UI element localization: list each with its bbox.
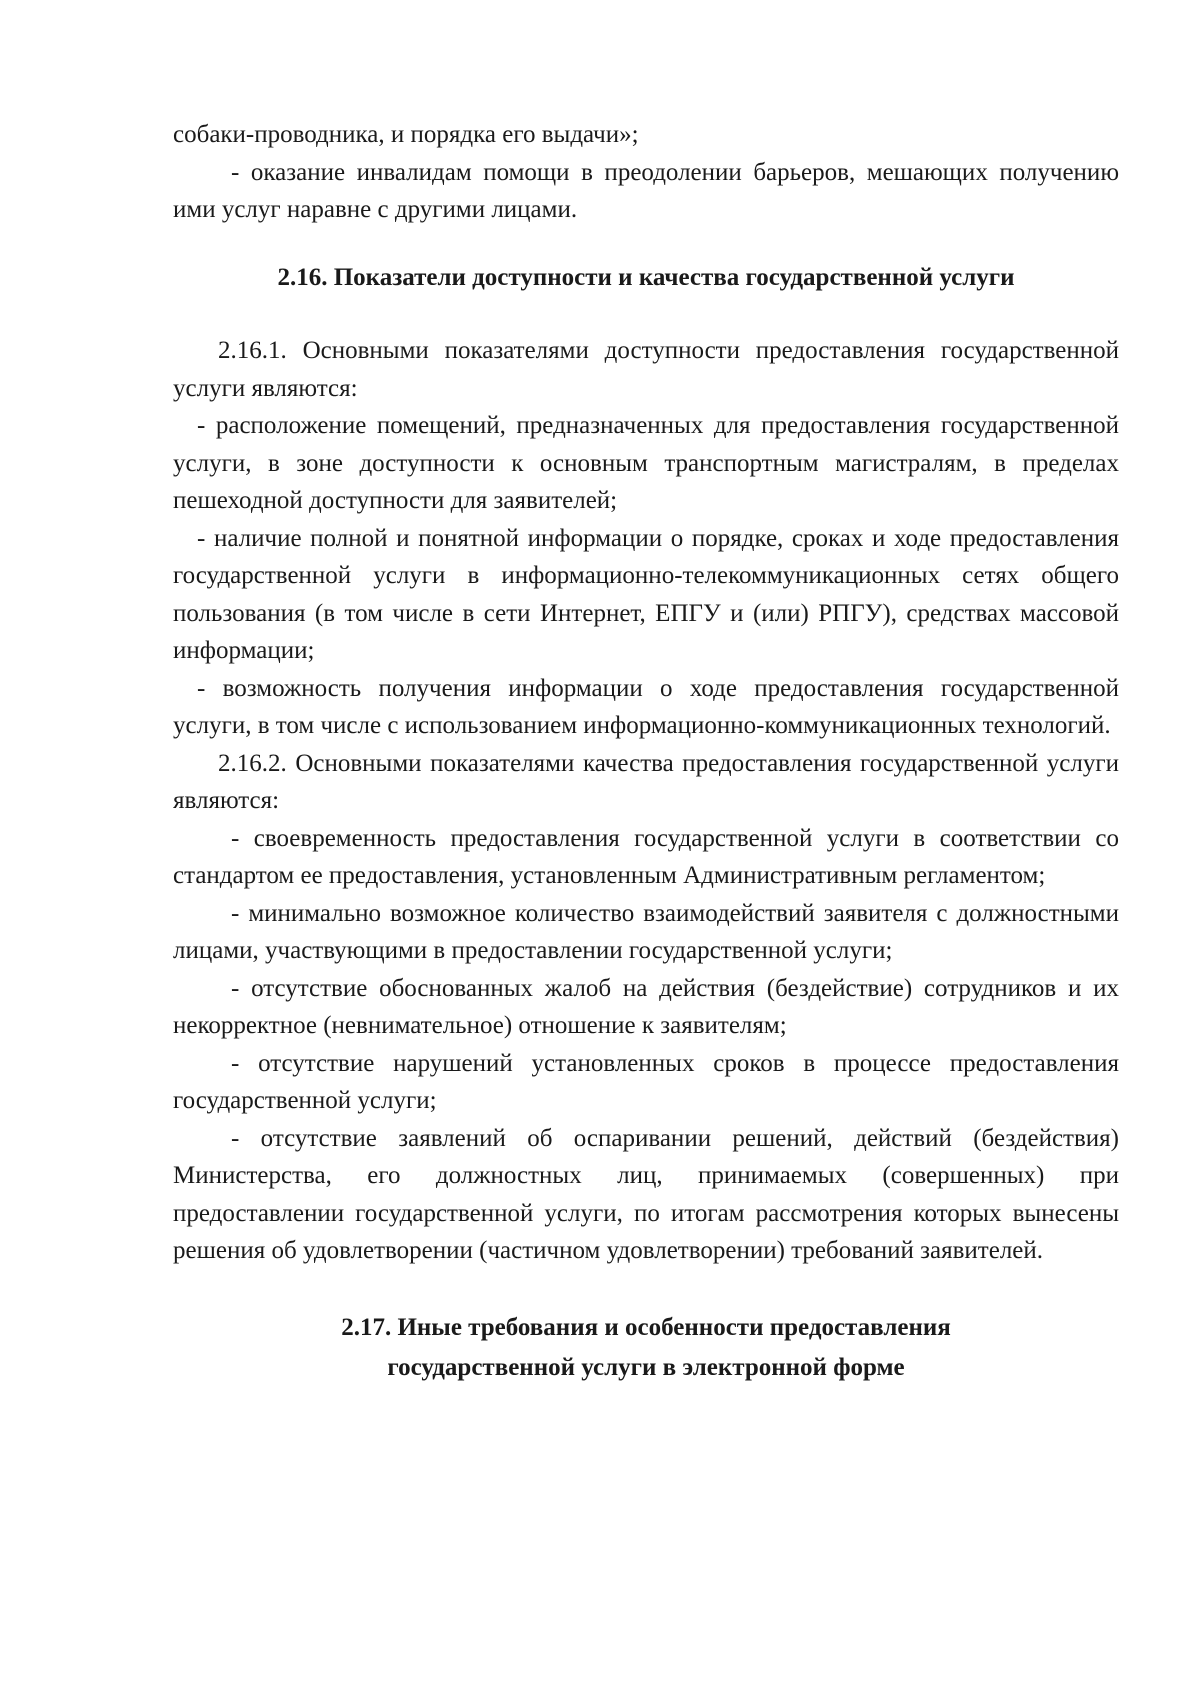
list-item: - отсутствие нарушений установленных сроков в процессе предоставления государственной услуги;	[173, 1049, 1119, 1114]
list-item: - возможность получения информации о ходе предоставления государственной услуги, в том числе с использованием информационно-коммуникационных технологий.	[173, 674, 1119, 739]
paragraph-bullet: - оказание инвалидам помощи в преодолении барьеров, мешающих получению ими услуг наравне с другими лицами.	[173, 158, 1119, 223]
list-item: - расположение помещений, предназначенных для предоставления государственной услуги, в зоне доступности к основным транспортным магистралям, в пределах пешеходной доступности для заявителей;	[173, 412, 1119, 514]
paragraph-continuation: собаки-проводника, и порядка его выдачи»;	[173, 121, 639, 148]
section-heading-2-17	[173, 1308, 1119, 1388]
heading-line: 2.17. Иные требования и особенности предоставления	[341, 1313, 951, 1341]
document-body	[173, 116, 1119, 1388]
list-item: - наличие полной и понятной информации о порядке, сроках и ходе предоставления государственной услуги в информационно-телекоммуникационных сетях общего пользования (в том числе в сети Интернет, ЕПГУ и (или) РПГУ), средствах массовой информации;	[173, 524, 1119, 664]
list-item: - своевременность предоставления государственной услуги в соответствии со стандартом ее предоставления, установленным Административным регламентом;	[173, 824, 1119, 889]
list-item: - отсутствие обоснованных жалоб на действия (бездействие) сотрудников и их некорректное (невнимательное) отношение к заявителям;	[173, 974, 1119, 1039]
section-heading-2-16: 2.16. Показатели доступности и качества государственной услуги	[277, 263, 1015, 291]
list-item: - отсутствие заявлений об оспаривании решений, действий (бездействия) Министерства, его должностных лиц, принимаемых (совершенных) при предоставлении государственной услуги, по итогам рассмотрения которых вынесены решения об удовлетворении (частичном удовлетворении) требований заявителей.	[173, 1124, 1119, 1264]
paragraph-2-16-1: 2.16.1. Основными показателями доступности предоставления государственной услуги являются:	[173, 337, 1119, 402]
list-item: - минимально возможное количество взаимодействий заявителя с должностными лицами, участвующими в предоставлении государственной услуги;	[173, 899, 1119, 964]
paragraph-2-16-2: 2.16.2. Основными показателями качества предоставления государственной услуги являются:	[173, 749, 1119, 814]
heading-line: государственной услуги в электронной форме	[387, 1353, 905, 1381]
